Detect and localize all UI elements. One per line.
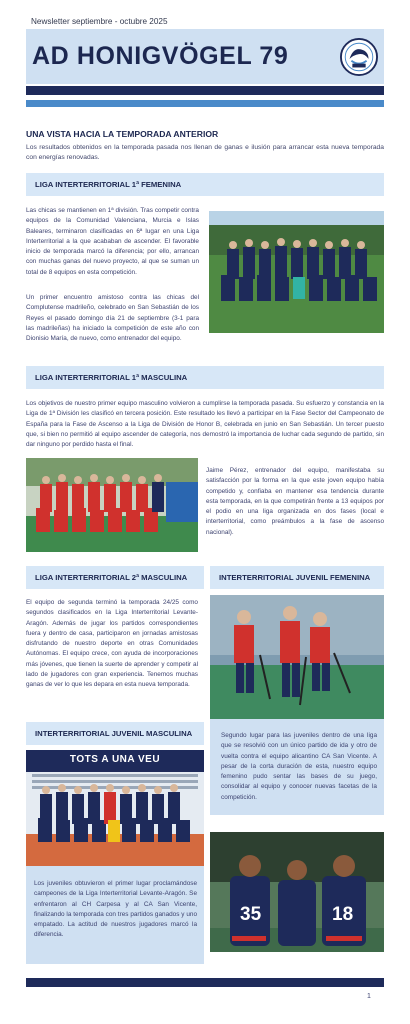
juvmasc-paragraph-1: Los juveniles obtuvieron el primer lugar proclamándose campeones de la Liga Interterritorial Levante-Aragón. Se enfrentaron al CH Carpesa y al CA San Vicente, finalizando la temporada con tres partidos ganados y uno empatado. La actitud de nuestros jugadores marcó la diferencia. xyxy=(34,880,197,939)
footer-divider xyxy=(26,978,384,987)
header-divider-light xyxy=(26,100,384,107)
masc2-paragraph-1: El equipo de segunda terminó la temporada 24/25 como segundos clasificados en la Liga Interterritorial Levante-Aragón. Además de jugar los partidos correspondientes fuera y dentro de casa, participaron en jornadas amistosas disfrutando de nuestro deporte en otras Comunidades Autónomas. El equipo crece, con ayuda de incorporaciones más jóvenes, que tienen la suerte de aprender y competir al lado de jugadores con gran experiencia. Tenemos muchas ganas de ver lo que les depara en esta nueva temporada. xyxy=(26,599,198,689)
masthead xyxy=(26,29,384,84)
masc-paragraph-2: Jaime Pérez, entrenador del equipo, manifestaba su satisfacción por la forma en la que este joven equipo había competido y, confiaba en mantener esa tendencia durante esta temporada, en la que competirán frente a 13 equipos por el podio en una liga organizada en dos fases (local e interterritorial, como preámbulos a la fase de ascenso nacional). xyxy=(206,467,384,536)
jersey-backs-photo xyxy=(210,832,384,952)
club-logo xyxy=(340,38,378,76)
masc-paragraph-1: Los objetivos de nuestro primer equipo masculino volvieron a cumplirse la temporada pasada. Su esfuerzo y constancia en la Liga de 1ª División les clasificó en tercera posición. Este resultado les llevó a participar en la Fase Sector del Campeonato de España para la Fase de Ascenso a la Liga de División de Honor B, celebrada en junio en San Sebastián. Un tercer puesto que, si bien no permitió al equipo ascender de categoría, nos demostró la importancia de luchar cada segundo de partido, sin dar ninguno por perdido hasta el final. xyxy=(26,400,384,449)
club-title: AD HONIGVÖGEL 79 xyxy=(32,42,289,70)
intro-paragraph: Los resultados obtenidos en la temporada pasada nos llenan de ganas e ilusión para arrancar esta nueva temporada con energías renovadas. xyxy=(26,144,384,162)
section-heading-masc: LIGA INTERTERRITORIAL 1ª MASCULINA xyxy=(26,366,384,389)
header-divider-dark xyxy=(26,86,384,95)
jersey-number-1: 35 xyxy=(240,904,262,925)
section-heading-juvfem: INTERTERRITORIAL JUVENIL FEMENINA xyxy=(210,566,384,589)
fem-paragraph-2: Un primer encuentro amistoso contra las chicas del Complutense madrileño, celebrado en San Sebastián de los Reyes el pasado domingo día 21 de septiembre (3-1 para las madrileñas) ha iniciado la competición de este año con Dionisio María, de nuevo, como entrenador del equipo. xyxy=(26,294,199,343)
juvenile-women-action-photo xyxy=(210,595,384,719)
section-heading-fem: LIGA INTERTERRITORIAL 1ª FEMENINA xyxy=(26,173,384,196)
section-heading-juvmasc: INTERTERRITORIAL JUVENIL MASCULINA xyxy=(26,722,204,745)
jersey-number-2: 18 xyxy=(332,904,354,925)
photo-banner-text: TOTS A UNA VEU xyxy=(69,754,161,765)
intro-heading: UNA VISTA HACIA LA TEMPORADA ANTERIOR xyxy=(26,129,219,139)
juvenile-men-team-photo xyxy=(26,750,204,866)
page-number: 1 xyxy=(367,993,371,1000)
section-heading-masc2: LIGA INTERTERRITORIAL 2ª MASCULINA xyxy=(26,566,204,589)
juvfem-paragraph-1: Segundo lugar para las juveniles dentro de una liga que se resolvió con un único partido de ida y otro de vuelta contra el equipo alicantino CA San Vicente. A pesar de la corta duración de esta, nuestro equipo femenino pudo sentar las bases de su juego, consolidar al equipo y conocer nuevas facetas de la competición. xyxy=(221,732,377,801)
fem-paragraph-1: Las chicas se mantienen en 1ª división. Tras competir contra equipos de la Comunidad Valenciana, Murcia e Islas Baleares, terminaron clasificadas en 6ª lugar en una Liga Interterritorial a la que acababan de ascender. El favorable inicio de temporada marcó la diferencia; por ello, arrancan con muchas ganas del nuevo proyecto, al que se suman un total de 8 equipos en esta competición. xyxy=(26,207,199,276)
newsletter-date: Newsletter septiembre - octubre 2025 xyxy=(31,17,168,26)
mens-team-photo xyxy=(26,458,198,552)
womens-team-photo xyxy=(209,211,384,333)
